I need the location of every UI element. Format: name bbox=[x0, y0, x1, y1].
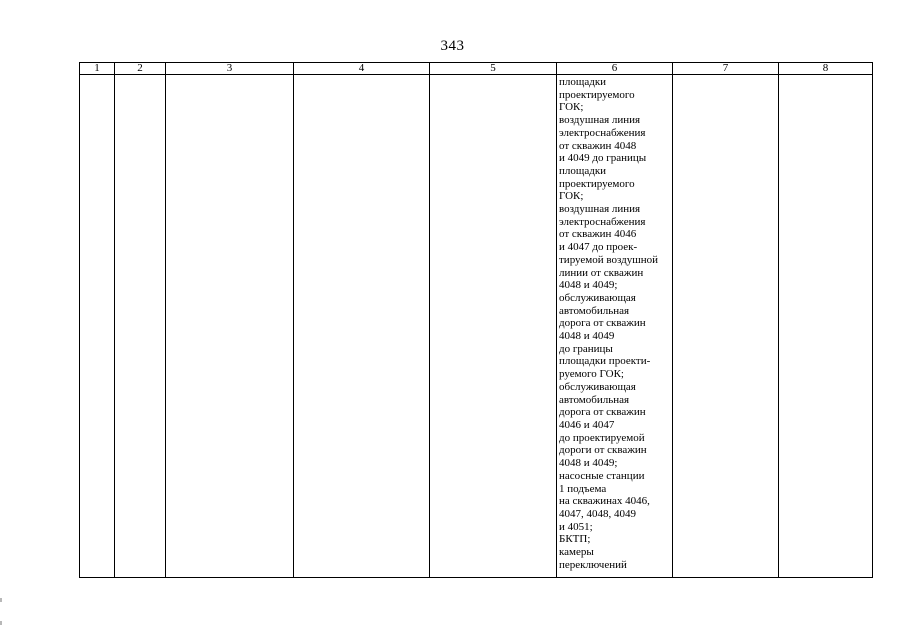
cell-col-8 bbox=[779, 75, 873, 578]
text-line: от скважин 4046 bbox=[559, 228, 637, 241]
text-line: переключений bbox=[559, 558, 627, 571]
text-line: автомобильная bbox=[559, 393, 630, 406]
cell-col-4 bbox=[294, 75, 430, 578]
text-line: 4048 и 4049; bbox=[559, 279, 618, 292]
text-line: дорога от скважин bbox=[559, 317, 646, 330]
text-line: обслуживающая bbox=[559, 291, 636, 304]
text-line: ГОК; bbox=[559, 101, 584, 114]
column-header-6: 6 bbox=[557, 63, 673, 75]
text-line: проектируемого bbox=[559, 88, 635, 101]
text-line: тируемой воздушной bbox=[559, 253, 658, 266]
text-line: линии от скважин bbox=[559, 266, 644, 279]
table-row bbox=[80, 75, 873, 578]
column-header-1: 1 bbox=[80, 63, 115, 75]
text-line: 4047, 4048, 4049 bbox=[559, 507, 636, 520]
column-header-7: 7 bbox=[673, 63, 779, 75]
text-line: камеры bbox=[559, 546, 594, 559]
document-table bbox=[79, 62, 873, 578]
column-header-4: 4 bbox=[294, 63, 430, 75]
text-line: и 4049 до границы bbox=[559, 152, 647, 165]
text-line: дороги от скважин bbox=[559, 444, 647, 457]
text-line: 4048 и 4049; bbox=[559, 457, 618, 470]
cell-col-6 bbox=[557, 75, 673, 578]
text-line: воздушная линия bbox=[559, 203, 641, 216]
column-header-5: 5 bbox=[430, 63, 557, 75]
column-header-3: 3 bbox=[166, 63, 294, 75]
text-line: площадки проекти- bbox=[559, 355, 651, 368]
text-line: дорога от скважин bbox=[559, 406, 646, 419]
scan-edge-mark bbox=[0, 621, 2, 625]
text-line: до проектируемой bbox=[559, 431, 645, 444]
text-line: обслуживающая bbox=[559, 380, 636, 393]
text-line: площадки bbox=[559, 76, 607, 88]
column-header-8: 8 bbox=[779, 63, 873, 75]
text-line: 4046 и 4047 bbox=[559, 418, 615, 431]
cell-col-5 bbox=[430, 75, 557, 578]
scan-edge-mark bbox=[0, 598, 2, 602]
text-line: насосные станции bbox=[559, 469, 645, 482]
text-line: и 4047 до проек- bbox=[559, 241, 638, 254]
text-line: до границы bbox=[559, 342, 613, 355]
cell-col-2 bbox=[115, 75, 166, 578]
text-line: ГОК; bbox=[559, 190, 584, 203]
text-line: БКТП; bbox=[559, 533, 591, 546]
text-line: руемого ГОК; bbox=[559, 368, 624, 381]
text-line: воздушная линия bbox=[559, 114, 641, 127]
cell-col-7 bbox=[673, 75, 779, 578]
text-line: проектируемого bbox=[559, 177, 635, 190]
cell-col-1 bbox=[80, 75, 115, 578]
column-6-text bbox=[557, 75, 672, 571]
text-line: и 4051; bbox=[559, 520, 593, 533]
text-line: площадки bbox=[559, 164, 607, 177]
text-line: электроснабжения bbox=[559, 215, 646, 228]
cell-col-3 bbox=[166, 75, 294, 578]
page-number: 343 bbox=[440, 38, 465, 54]
text-line: 1 подъема bbox=[559, 482, 607, 495]
text-line: от скважин 4048 bbox=[559, 139, 637, 152]
column-header-2: 2 bbox=[115, 63, 166, 75]
text-line: автомобильная bbox=[559, 304, 630, 317]
text-line: 4048 и 4049 bbox=[559, 330, 615, 343]
table-header-row bbox=[80, 63, 873, 75]
text-line: на скважинах 4046, bbox=[559, 495, 650, 508]
text-line: электроснабжения bbox=[559, 126, 646, 139]
